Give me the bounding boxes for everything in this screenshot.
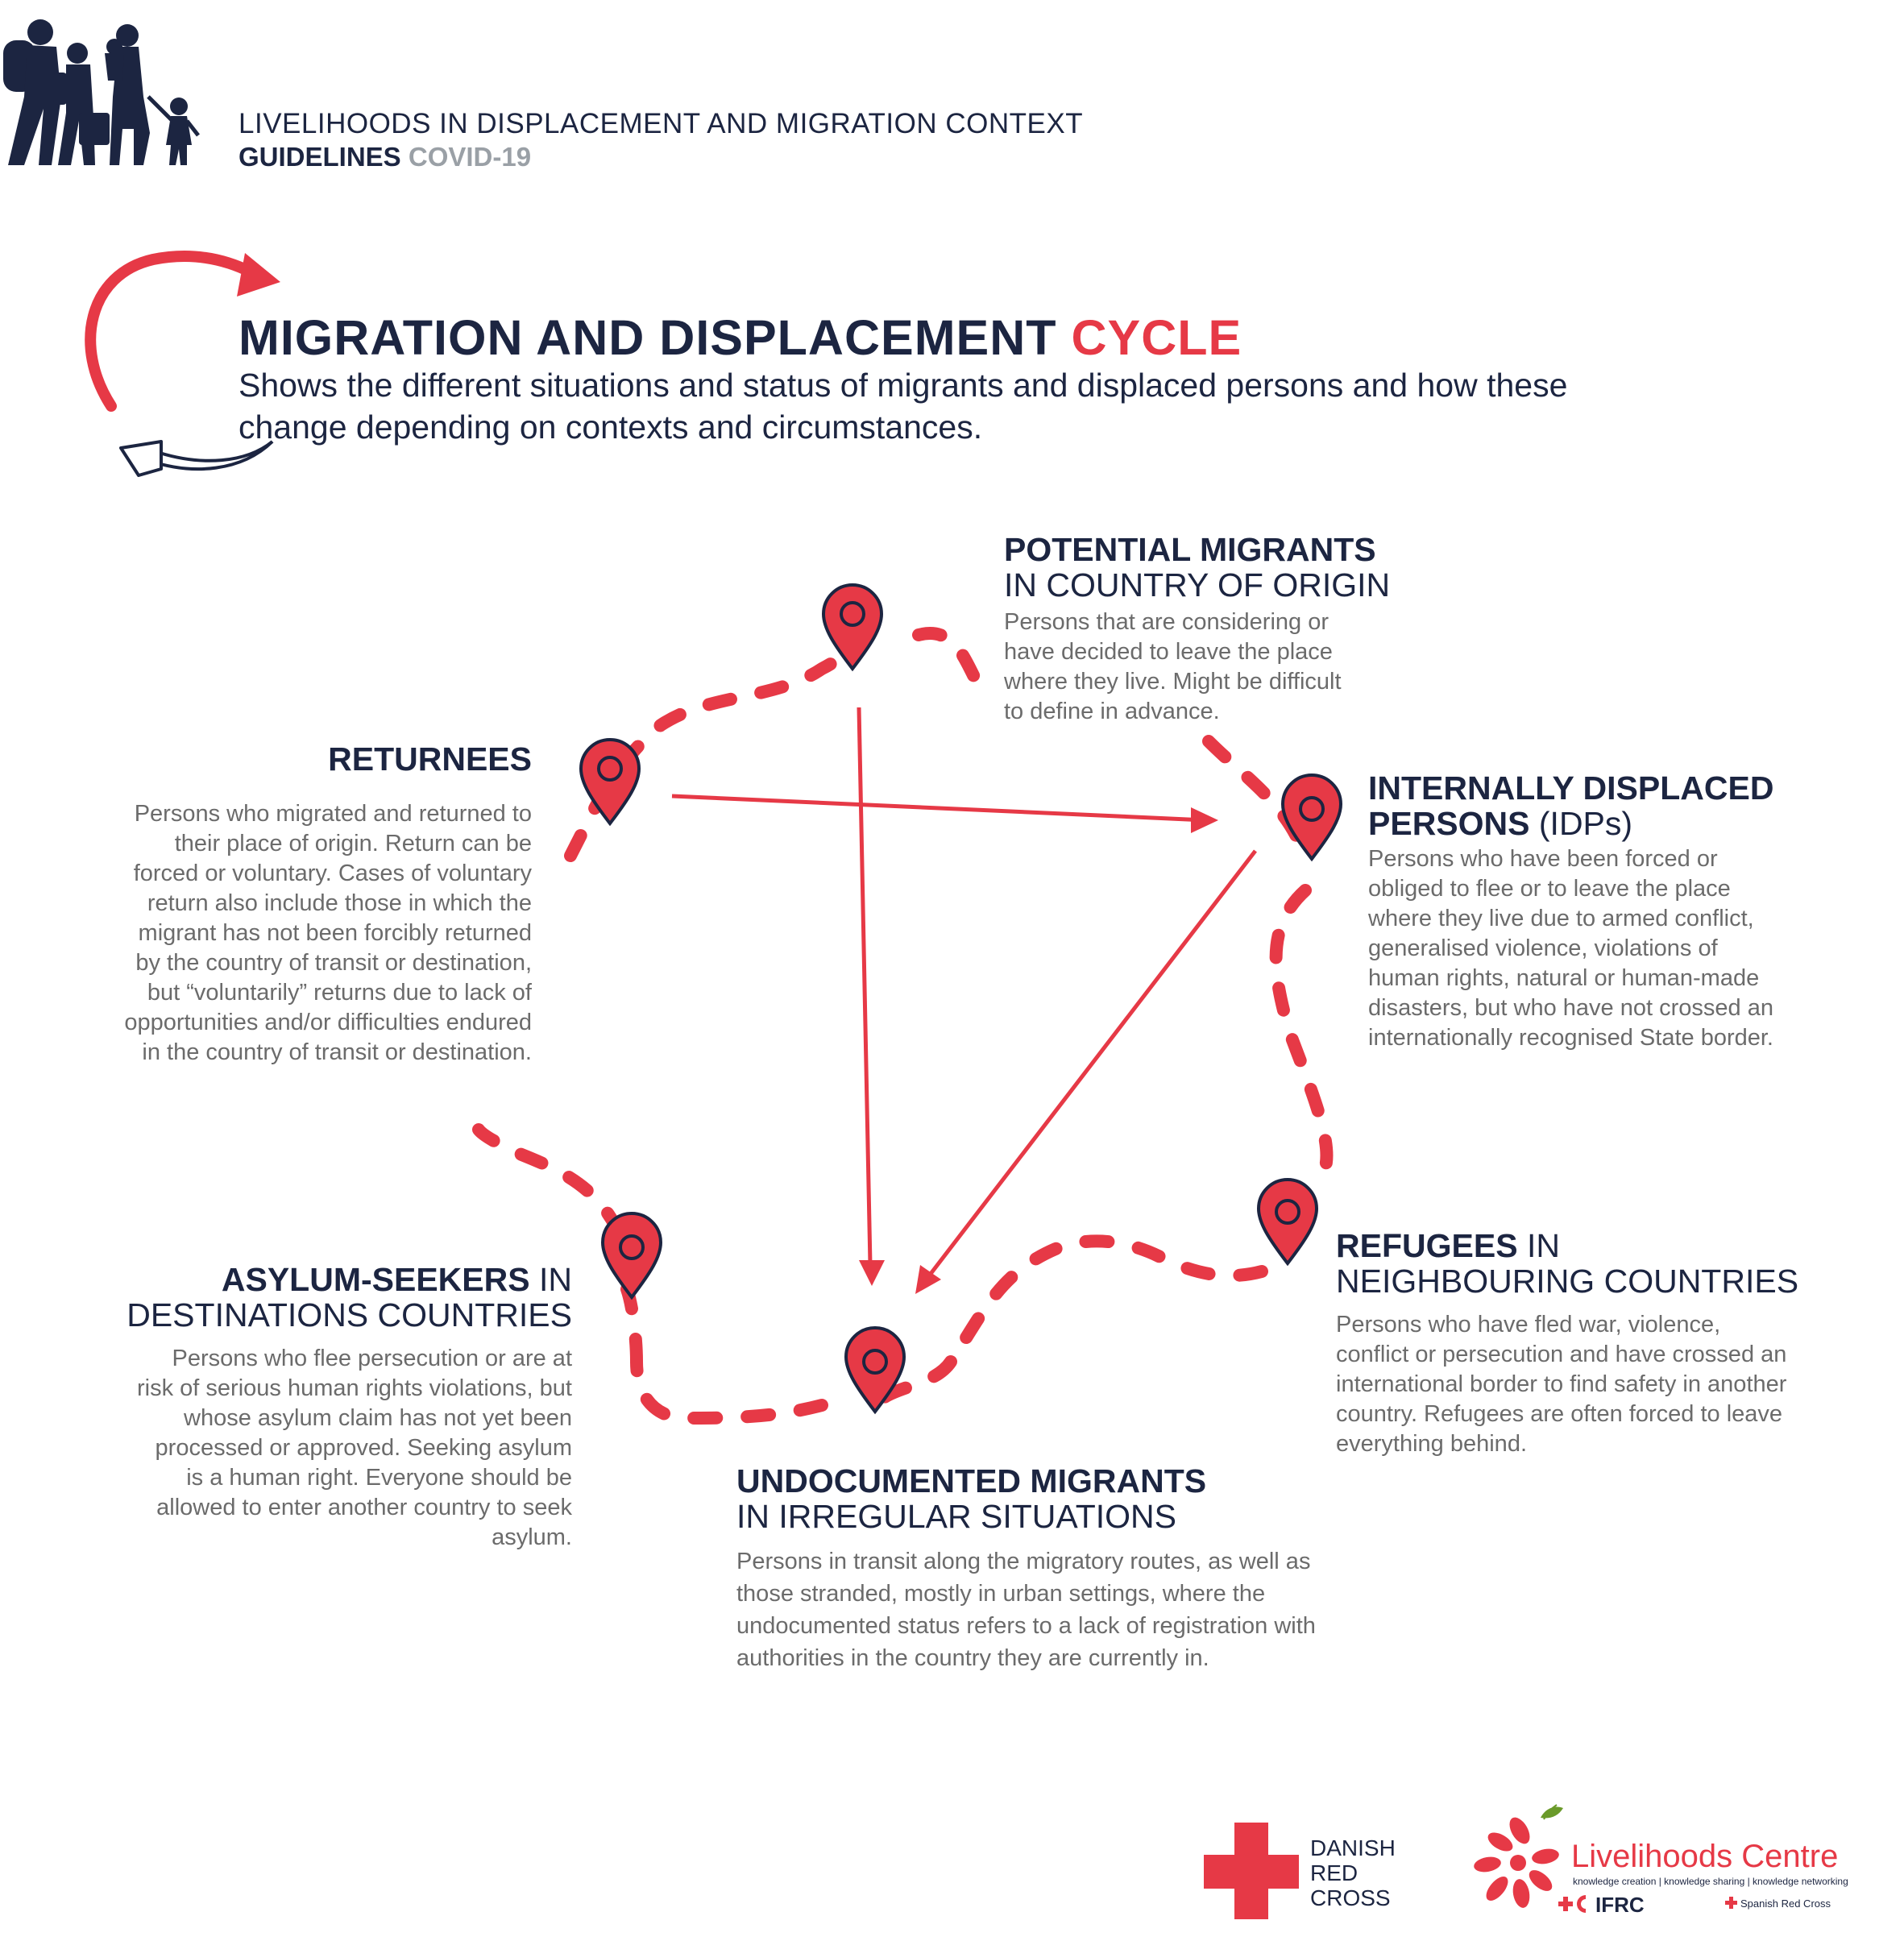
- red-cross-icon: [1204, 1823, 1299, 1919]
- node-heading-light: (IDPs): [1538, 805, 1633, 842]
- node-undocumented-migrants: [736, 1463, 1333, 1674]
- node-potential-migrants: [1004, 532, 1390, 727]
- spanish-red-cross-icon: [1725, 1897, 1737, 1909]
- node-subheading: IN IRREGULAR SITUATIONS: [736, 1498, 1176, 1535]
- node-subheading: DESTINATIONS COUNTRIES: [127, 1296, 572, 1333]
- node-heading: [81, 1262, 572, 1297]
- ifrc-cross-icon: [1558, 1895, 1586, 1913]
- node-description: Persons who migrated and returned to their place of origin. Return can be forced or voluntary. Cases of voluntary return also include those in which the migrant has not been forcibly returned by the country of transit or destination, but “voluntarily” returns due to lack of opportunities and/or difficulties endured in the country of transit or destination.: [124, 801, 532, 1065]
- title-accent: CYCLE: [1071, 310, 1242, 365]
- node-asylum-seekers: [81, 1262, 572, 1553]
- node-returnees: [113, 741, 532, 1068]
- node-heading: POTENTIAL MIGRANTS: [1004, 531, 1376, 568]
- cycle-arrows-solid: [672, 707, 1255, 1294]
- map-pin-icon: [846, 1328, 904, 1412]
- header-guidelines: GUIDELINES: [239, 142, 401, 172]
- node-heading: RETURNEES: [328, 740, 532, 778]
- node-heading: INTERNALLY DISPLACED: [1368, 769, 1774, 807]
- node-heading-bold: ASYLUM-SEEKERS: [221, 1261, 530, 1298]
- node-description: Persons that are considering or have decided to leave the place where they live. Might be difficult to define in advance.: [1004, 609, 1342, 724]
- map-pin-icon: [823, 585, 881, 669]
- node-description: Persons who have fled war, violence, conflict or persecution and have crossed an international border to find safety in another country. Refugees are often forced to leave everything behind.: [1336, 1312, 1787, 1457]
- node-heading-light: IN: [1526, 1227, 1560, 1264]
- map-pin-icon: [603, 1213, 661, 1297]
- livelihoods-tagline: knowledge creation | knowledge sharing | knowledge networking: [1573, 1876, 1848, 1887]
- node-subheading: NEIGHBOURING COUNTRIES: [1336, 1263, 1799, 1300]
- drc-line: RED: [1310, 1860, 1359, 1885]
- node-heading-bold: REFUGEES: [1336, 1227, 1518, 1264]
- node-heading-2: [1368, 806, 1795, 841]
- node-heading: [1336, 1228, 1798, 1263]
- node-subheading: IN COUNTRY OF ORIGIN: [1004, 566, 1391, 603]
- ifrc-logo: IFRC: [1595, 1893, 1645, 1917]
- node-description: Persons who have been forced or obliged to flee or to leave the place where they live due to armed conflict, generalised violence, violations of human rights, natural or human-made disasters, but who have not crossed an internationally recognised State border.: [1368, 846, 1773, 1051]
- node-refugees: [1336, 1228, 1798, 1459]
- node-idps: [1368, 770, 1795, 1053]
- page-title: [239, 309, 1242, 366]
- node-heading-light: IN: [539, 1261, 572, 1298]
- livelihoods-centre-logo: Livelihoods Centre: [1571, 1839, 1839, 1874]
- page-subtitle: Shows the different situations and status of migrants and displaced persons and how these change depending on contexts and circumstances.: [239, 367, 1568, 446]
- node-description: Persons who flee persecution or are at risk of serious human rights violations, but whose asylum claim has not yet been processed or approved. Seeking asylum is a human right. Everyone should be allowed to enter another country to seek asylum.: [137, 1346, 572, 1550]
- drc-line: DANISH: [1310, 1835, 1396, 1860]
- header-covid: COVID-19: [408, 142, 532, 172]
- people-silhouette-icon: [3, 19, 198, 165]
- node-heading-bold: PERSONS: [1368, 805, 1530, 842]
- title-main: MIGRATION AND DISPLACEMENT: [239, 310, 1057, 365]
- map-pin-icon: [1259, 1180, 1317, 1263]
- header-title: LIVELIHOODS IN DISPLACEMENT AND MIGRATION CONTEXT: [239, 108, 1084, 139]
- livelihoods-flower-icon: [1473, 1805, 1563, 1909]
- node-heading: UNDOCUMENTED MIGRANTS: [736, 1462, 1207, 1499]
- node-description: Persons in transit along the migratory routes, as well as those stranded, mostly in urban settings, where the undocumented status refers to a lack of registration with authorities in the country they are currently in.: [736, 1549, 1316, 1671]
- header-subtitle: [239, 142, 531, 172]
- drc-line: CROSS: [1310, 1885, 1391, 1910]
- map-pin-icon: [1283, 775, 1341, 859]
- spanish-red-cross-logo: Spanish Red Cross: [1740, 1897, 1831, 1910]
- danish-red-cross-logo: [1310, 1835, 1396, 1910]
